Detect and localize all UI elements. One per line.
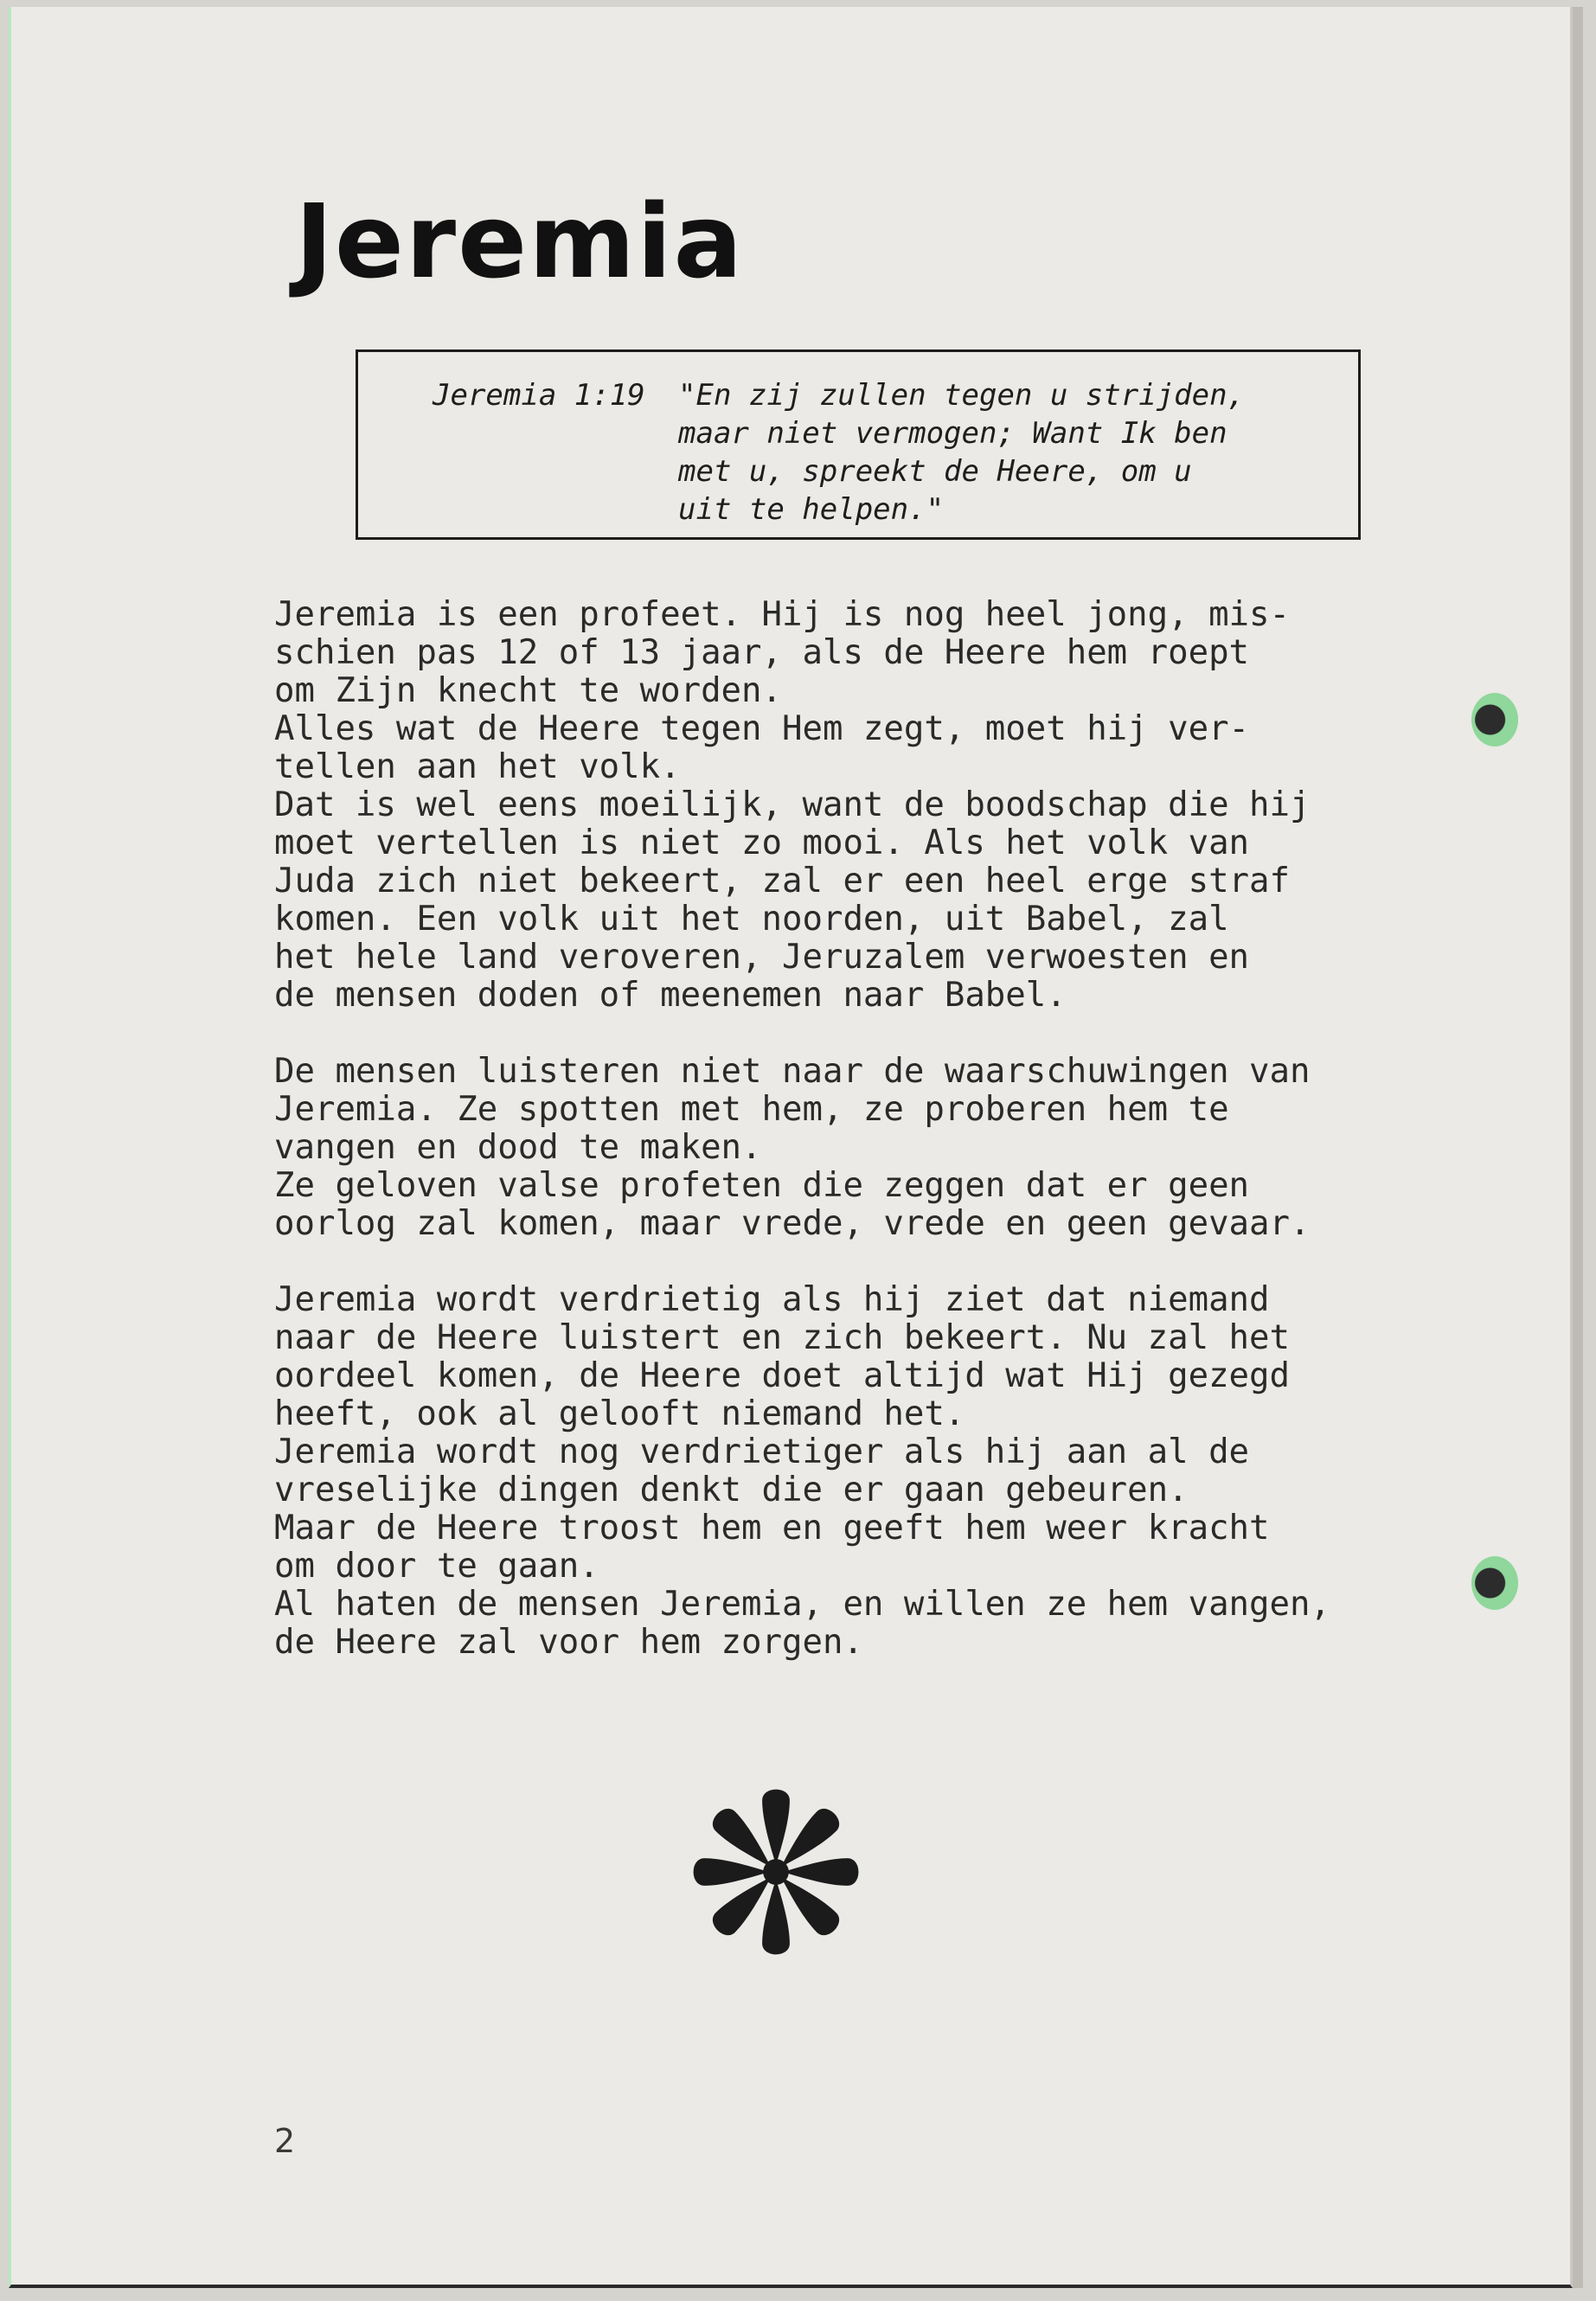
text-line: Jeremia is een profeet. Hij is nog heel jong, mis- [274, 595, 1290, 634]
page-number: 2 [274, 2122, 296, 2160]
text-line: tellen aan het volk. [274, 747, 681, 786]
text-line: heeft, ook al gelooft niemand het. [274, 1394, 965, 1433]
text-line: Jeremia wordt verdrietig als hij ziet dat niemand [274, 1280, 1270, 1319]
text-line: om door te gaan. [274, 1547, 599, 1586]
text-line: Alles wat de Heere tegen Hem zegt, moet hij ver- [274, 709, 1250, 748]
verse-line: uit te helpen." [678, 492, 945, 527]
text-line: het hele land veroveren, Jeruzalem verwoesten en [274, 938, 1250, 977]
page-title: Jeremia [295, 182, 745, 301]
verse-line: "En zij zullen tegen u strijden, [678, 378, 1246, 413]
text-line: de Heere zal voor hem zorgen. [274, 1623, 863, 1662]
text-line: om Zijn knecht te worden. [274, 671, 782, 710]
verse-quote [678, 376, 1336, 529]
text-line: vreselijke dingen denkt die er gaan gebeuren. [274, 1471, 1189, 1509]
verse-box [356, 349, 1361, 540]
document-page [9, 7, 1573, 2288]
paragraph-1 [274, 596, 1485, 1015]
text-line: Jeremia wordt nog verdrietiger als hij aan al de [274, 1433, 1250, 1471]
text-line: Ze geloven valse profeten die zeggen dat er geen [274, 1166, 1250, 1205]
text-line: Juda zich niet bekeert, zal er een heel erge straf [274, 862, 1290, 901]
verse-line: maar niet vermogen; Want Ik ben [678, 416, 1227, 451]
text-line: oorlog zal komen, maar vrede, vrede en geen gevaar. [274, 1204, 1311, 1243]
text-line: Jeremia. Ze spotten met hem, ze proberen hem te [274, 1090, 1229, 1129]
punch-hole-icon [1471, 1556, 1518, 1610]
text-line: naar de Heere luistert en zich bekeert. Nu zal het [274, 1318, 1290, 1357]
text-line: Maar de Heere troost hem en geeft hem weer kracht [274, 1509, 1270, 1548]
asterisk-flower-icon [684, 1780, 868, 1964]
verse-line: met u, spreekt de Heere, om u [678, 454, 1192, 489]
text-line: de mensen doden of meenemen naar Babel. [274, 976, 1067, 1015]
page-edge [1573, 7, 1583, 2288]
text-line: Dat is wel eens moeilijk, want de boodschap die hij [274, 785, 1311, 824]
verse-reference: Jeremia 1:19 [433, 378, 645, 413]
punch-hole-icon [1471, 693, 1518, 747]
text-line: komen. Een volk uit het noorden, uit Babel, zal [274, 900, 1229, 939]
text-line: De mensen luisteren niet naar de waarschuwingen van [274, 1052, 1311, 1091]
paragraph-3 [274, 1281, 1485, 1662]
text-line: oordeel komen, de Heere doet altijd wat Hij gezegd [274, 1356, 1290, 1395]
body-text [274, 596, 1485, 1662]
text-line: Al haten de mensen Jeremia, en willen ze hem vangen, [274, 1585, 1330, 1624]
text-line: schien pas 12 of 13 jaar, als de Heere hem roept [274, 633, 1250, 672]
text-line: moet vertellen is niet zo mooi. Als het volk van [274, 824, 1250, 862]
paragraph-2 [274, 1053, 1485, 1243]
text-line: vangen en dood te maken. [274, 1128, 762, 1167]
